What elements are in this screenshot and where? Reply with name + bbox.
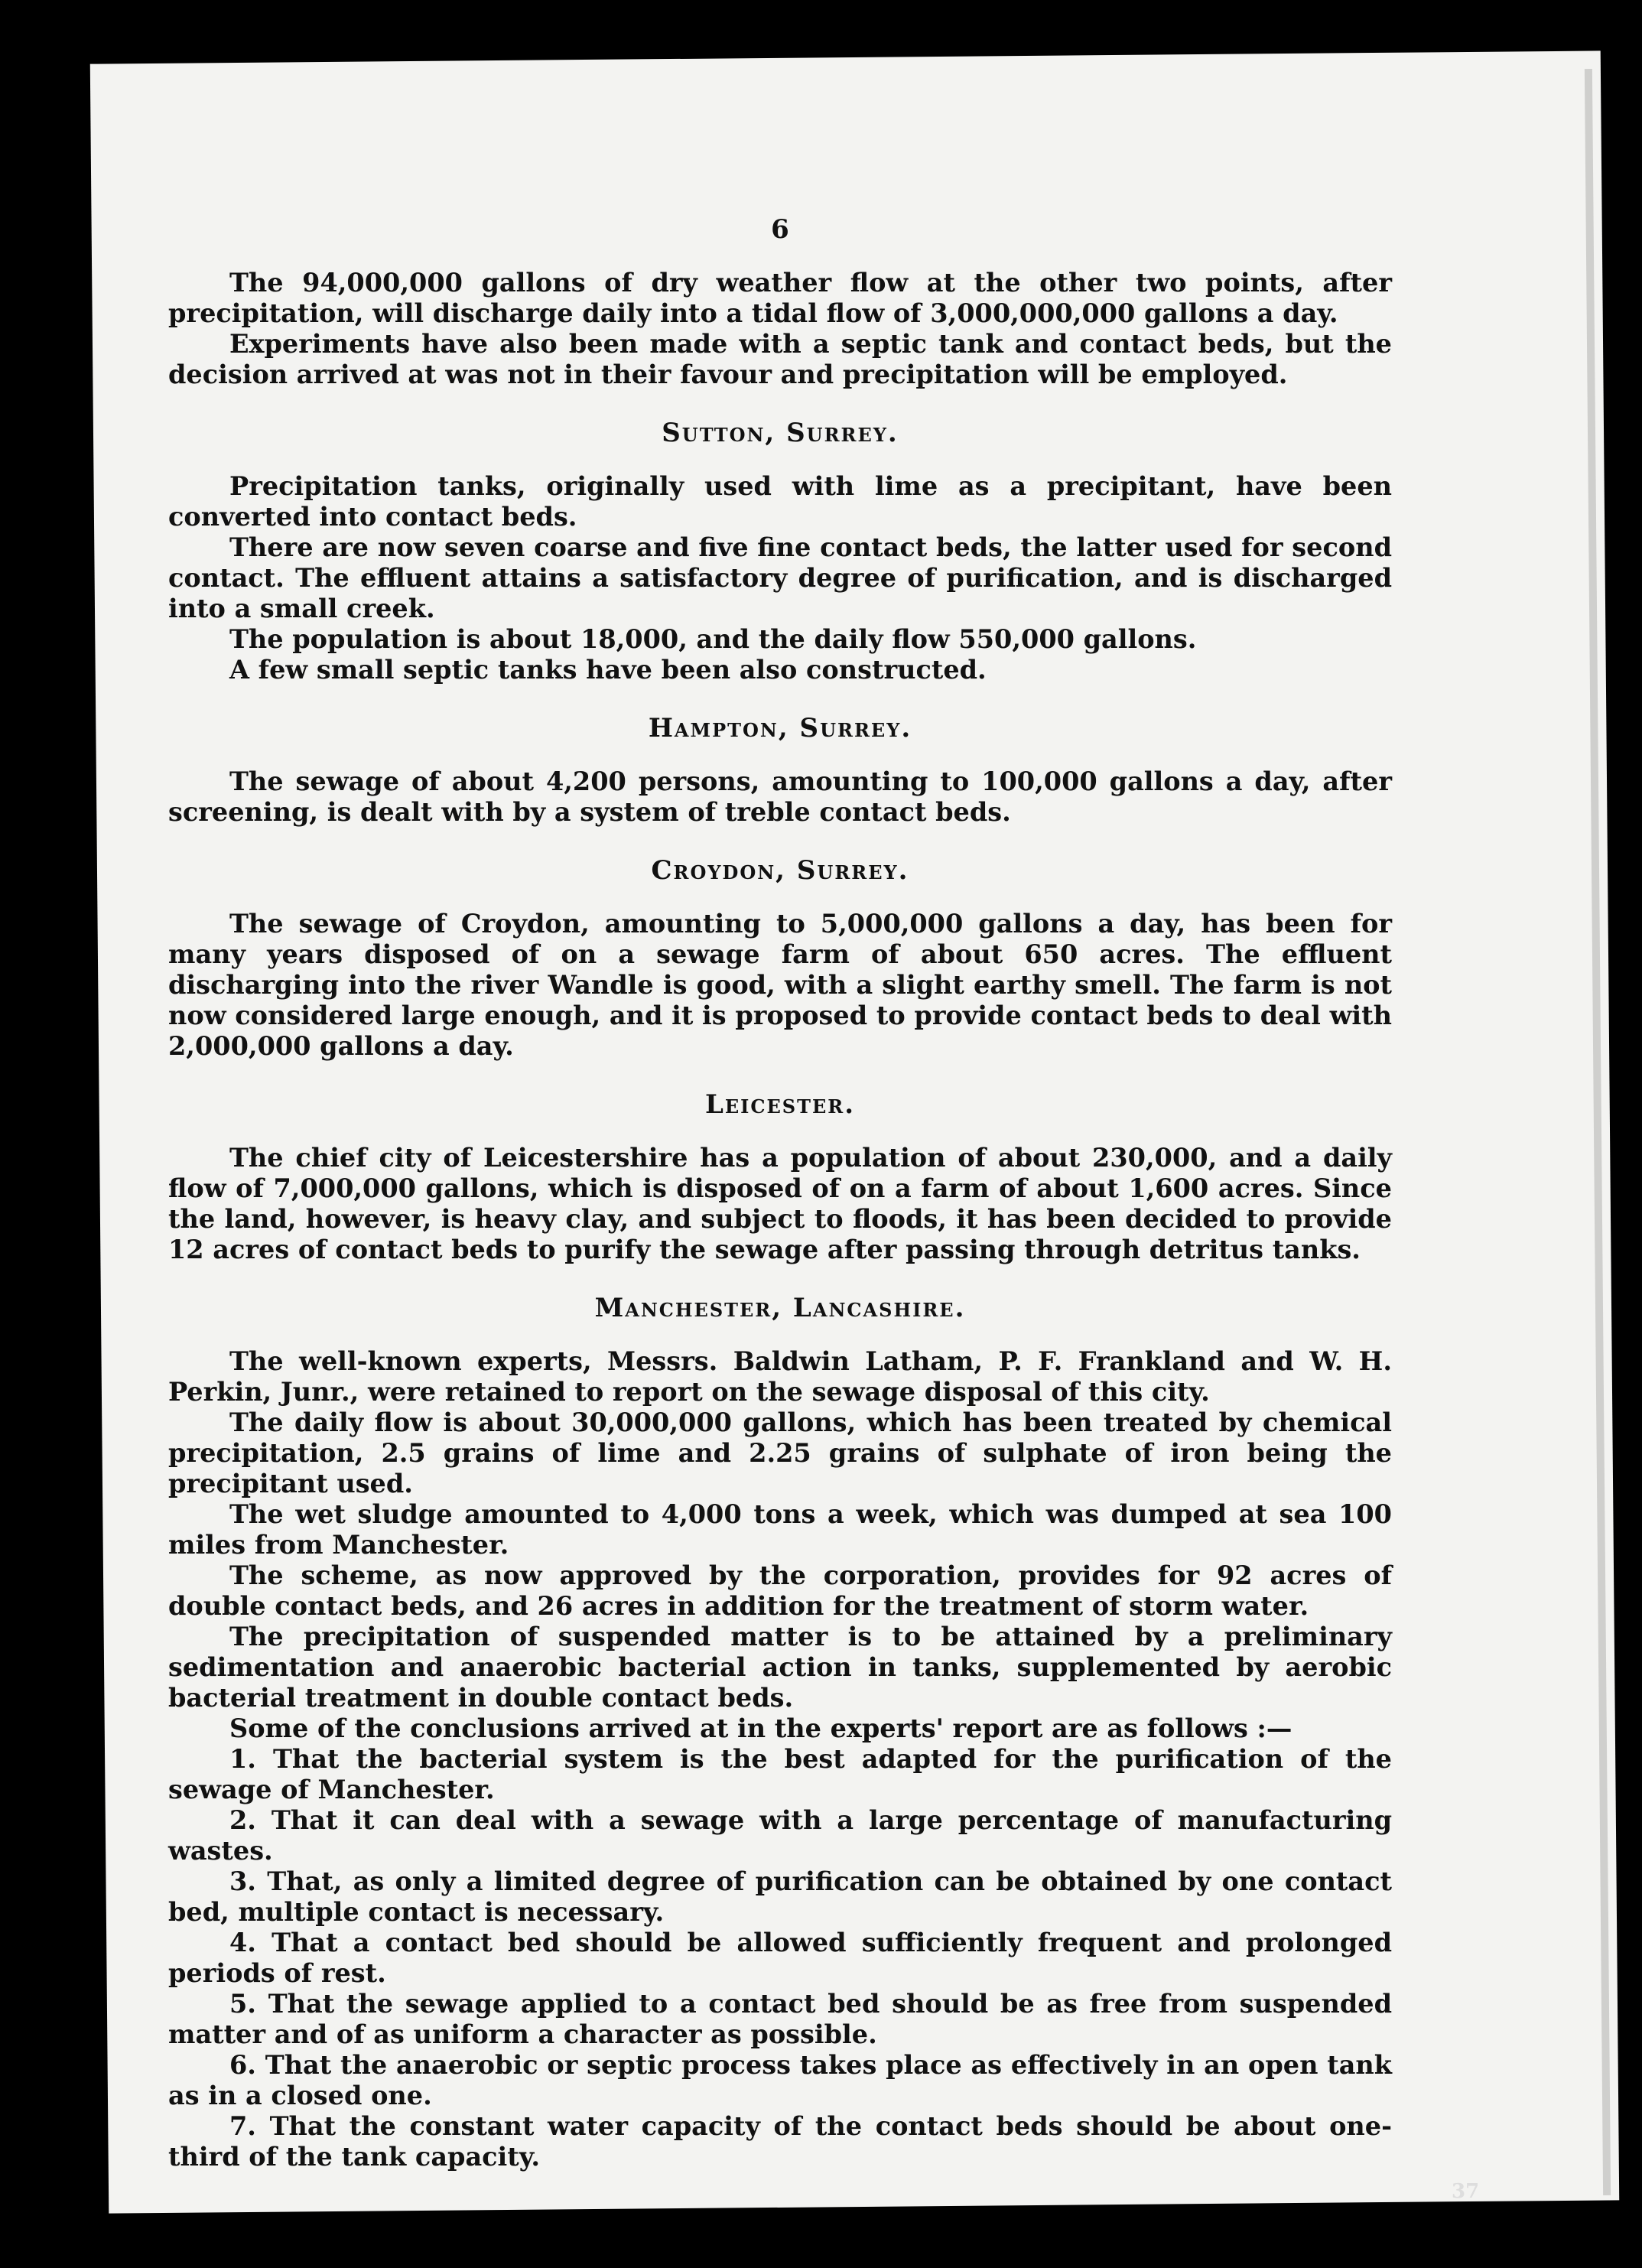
conclusion-item-5: 5. That the sewage applied to a contact bed should be as free from suspended matter and of as uniform a character as possible. <box>168 1989 1392 2049</box>
conclusion-item-6: 6. That the anaerobic or septic process takes place as effectively in an open tank as in a closed one. <box>168 2050 1392 2110</box>
conclusion-item-2: 2. That it can deal with a sewage with a large percentage of manufacturing wastes. <box>168 1805 1392 1866</box>
manchester-paragraph-4: The scheme, as now approved by the corporation, provides for 92 acres of double contact beds, and 26 acres in addition for the treatment of storm water. <box>168 1560 1392 1621</box>
section-heading-hampton: Hampton, Surrey. <box>648 713 912 744</box>
page-number: 6 <box>771 214 789 245</box>
hampton-paragraph-1: The sewage of about 4,200 persons, amounting to 100,000 gallons a day, after screening, is dealt with by a system of treble contact beds. <box>168 766 1392 827</box>
page-content <box>168 214 1392 2172</box>
manchester-paragraph-6: Some of the conclusions arrived at in the experts' report are as follows :— <box>229 1713 1292 1743</box>
manchester-paragraph-2: The daily flow is about 30,000,000 gallons, which has been treated by chemical precipitation, 2.5 grains of lime and 2.25 grains of sulphate of iron being the precipitant used. <box>168 1407 1392 1498</box>
section-heading-manchester: Manchester, Lancashire. <box>594 1293 966 1323</box>
section-heading-leicester: Leicester. <box>704 1089 856 1120</box>
conclusion-item-4: 4. That a contact bed should be allowed sufficiently frequent and prolonged periods of rest. <box>168 1928 1392 1988</box>
conclusion-item-7: 7. That the constant water capacity of the contact beds should be about one-third of the tank capacity. <box>168 2111 1392 2172</box>
corner-mark: 37 <box>1452 2180 1480 2203</box>
sutton-paragraph-2: There are now seven coarse and five fine contact beds, the latter used for second contact. The effluent attains a satisfactory degree of purification, and is discharged into a small creek. <box>168 532 1392 623</box>
sutton-paragraph-1: Precipitation tanks, originally used with lime as a precipitant, have been converted into contact beds. <box>168 471 1392 532</box>
manchester-paragraph-5: The precipitation of suspended matter is to be attained by a preliminary sedimentation and anaerobic bacterial action in tanks, supplemented by aerobic bacterial treatment in double contact beds. <box>168 1622 1392 1713</box>
section-heading-sutton: Sutton, Surrey. <box>662 418 899 448</box>
intro-paragraph-2: Experiments have also been made with a septic tank and contact beds, but the decision arrived at was not in their favour and precipitation will be employed. <box>168 329 1392 389</box>
manchester-paragraph-3: The wet sludge amounted to 4,000 tons a week, which was dumped at sea 100 miles from Manchester. <box>168 1499 1392 1560</box>
section-heading-croydon: Croydon, Surrey. <box>651 855 909 886</box>
sutton-paragraph-4: A few small septic tanks have been also constructed. <box>229 655 987 685</box>
intro-paragraph-1: The 94,000,000 gallons of dry weather flow at the other two points, after precipitation, will discharge daily into a tidal flow of 3,000,000,000 gallons a day. <box>168 268 1392 328</box>
conclusion-item-1: 1. That the bacterial system is the best adapted for the purification of the sewage of Manchester. <box>168 1744 1392 1804</box>
sutton-paragraph-3: The population is about 18,000, and the daily flow 550,000 gallons. <box>229 624 1197 654</box>
leicester-paragraph-1: The chief city of Leicestershire has a population of about 230,000, and a daily flow of 7,000,000 gallons, which is disposed of on a farm of about 1,600 acres. Since the land, however, is heavy clay, and subject to floods, it has been decided to provide 12 acres of contact beds to purify the sewage after passing through detritus tanks. <box>168 1143 1392 1264</box>
croydon-paragraph-1: The sewage of Croydon, amounting to 5,000,000 gallons a day, has been for many years disposed of on a sewage farm of about 650 acres. The effluent discharging into the river Wandle is good, with a slight earthy smell. The farm is not now considered large enough, and it is proposed to provide contact beds to deal with 2,000,000 gallons a day. <box>168 909 1392 1061</box>
conclusion-item-3: 3. That, as only a limited degree of purification can be obtained by one contact bed, multiple contact is necessary. <box>168 1866 1392 1927</box>
manchester-paragraph-1: The well-known experts, Messrs. Baldwin Latham, P. F. Frankland and W. H. Perkin, Junr., were retained to report on the sewage disposal of this city. <box>168 1346 1392 1407</box>
